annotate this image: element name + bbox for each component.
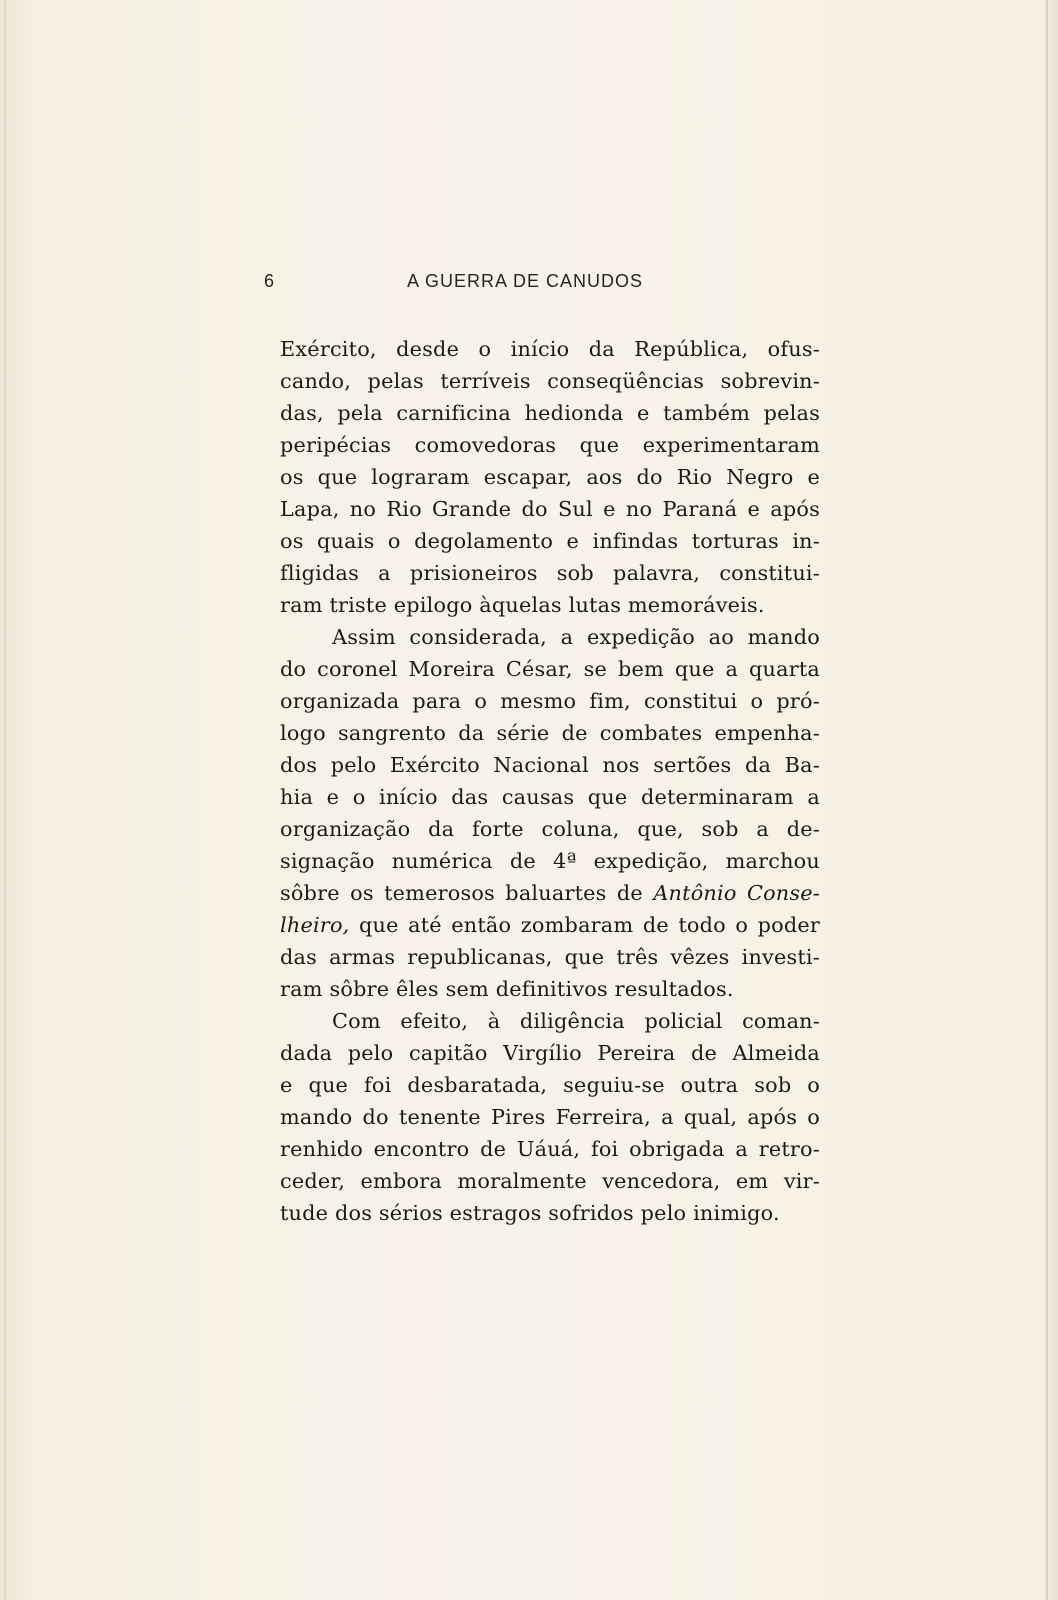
text-line: Lapa, no Rio Grande do Sul e no Paraná e após (280, 497, 820, 521)
text-line: os quais o degolamento e infindas torturas in- (280, 529, 820, 553)
text-line: do coronel Moreira César, se bem que a quarta (280, 657, 820, 681)
text-line: logo sangrento da série de combates empenha- (280, 721, 820, 745)
italic-name: lheiro, (280, 913, 350, 937)
page-number: 6 (264, 271, 276, 291)
text-line: organização da forte coluna, que, sob a de- (280, 817, 820, 841)
text-line: ram triste epilogo àquelas lutas memoráveis. (280, 593, 765, 617)
page-left-edge (4, 0, 6, 1600)
body-text (280, 333, 820, 1229)
text-line: organizada para o mesmo fim, constitui o pró- (280, 689, 820, 713)
text-line: signação numérica de 4ª expedição, marchou (280, 849, 820, 873)
text-line: das armas republicanas, que três vêzes investi- (280, 945, 820, 969)
text-line (280, 909, 820, 941)
text-line: peripécias comovedoras que experimentaram (280, 433, 820, 457)
text-line: os que lograram escapar, aos do Rio Negro e (280, 465, 820, 489)
paragraph-start-line: Assim considerada, a expedição ao mando (332, 625, 820, 649)
text-line (280, 877, 820, 909)
text-line: e que foi desbaratada, seguiu-se outra sob o (280, 1073, 820, 1097)
italic-name: Antônio Conse- (653, 881, 820, 905)
page-right-edge (1046, 0, 1048, 1600)
text-line: ram sôbre êles sem definitivos resultados. (280, 977, 734, 1001)
text-line: renhido encontro de Uáuá, foi obrigada a retro- (280, 1137, 820, 1161)
text-line: tude dos sérios estragos sofridos pelo inimigo. (280, 1201, 780, 1225)
text-line: ceder, embora moralmente vencedora, em vir- (280, 1169, 820, 1193)
text-line: mando do tenente Pires Ferreira, a qual, após o (280, 1105, 820, 1129)
text-line: Exército, desde o início da República, ofus- (280, 337, 820, 361)
text-line: das, pela carnificina hedionda e também pelas (280, 401, 820, 425)
text-line: dos pelo Exército Nacional nos sertões da Ba- (280, 753, 820, 777)
text-segment: sôbre os temerosos baluartes de (280, 881, 654, 905)
text-line: fligidas a prisioneiros sob palavra, constitui- (280, 561, 820, 585)
text-line: cando, pelas terríveis conseqüências sobrevin- (280, 369, 820, 393)
running-title: A GUERRA DE CANUDOS (407, 271, 644, 291)
running-head (0, 271, 1058, 295)
text-line: dada pelo capitão Virgílio Pereira de Almeida (280, 1041, 820, 1065)
text-segment: que até então zombaram de todo o poder (349, 913, 820, 937)
text-line: hia e o início das causas que determinaram a (280, 785, 820, 809)
paragraph-start-line: Com efeito, à diligência policial coman- (332, 1009, 820, 1033)
